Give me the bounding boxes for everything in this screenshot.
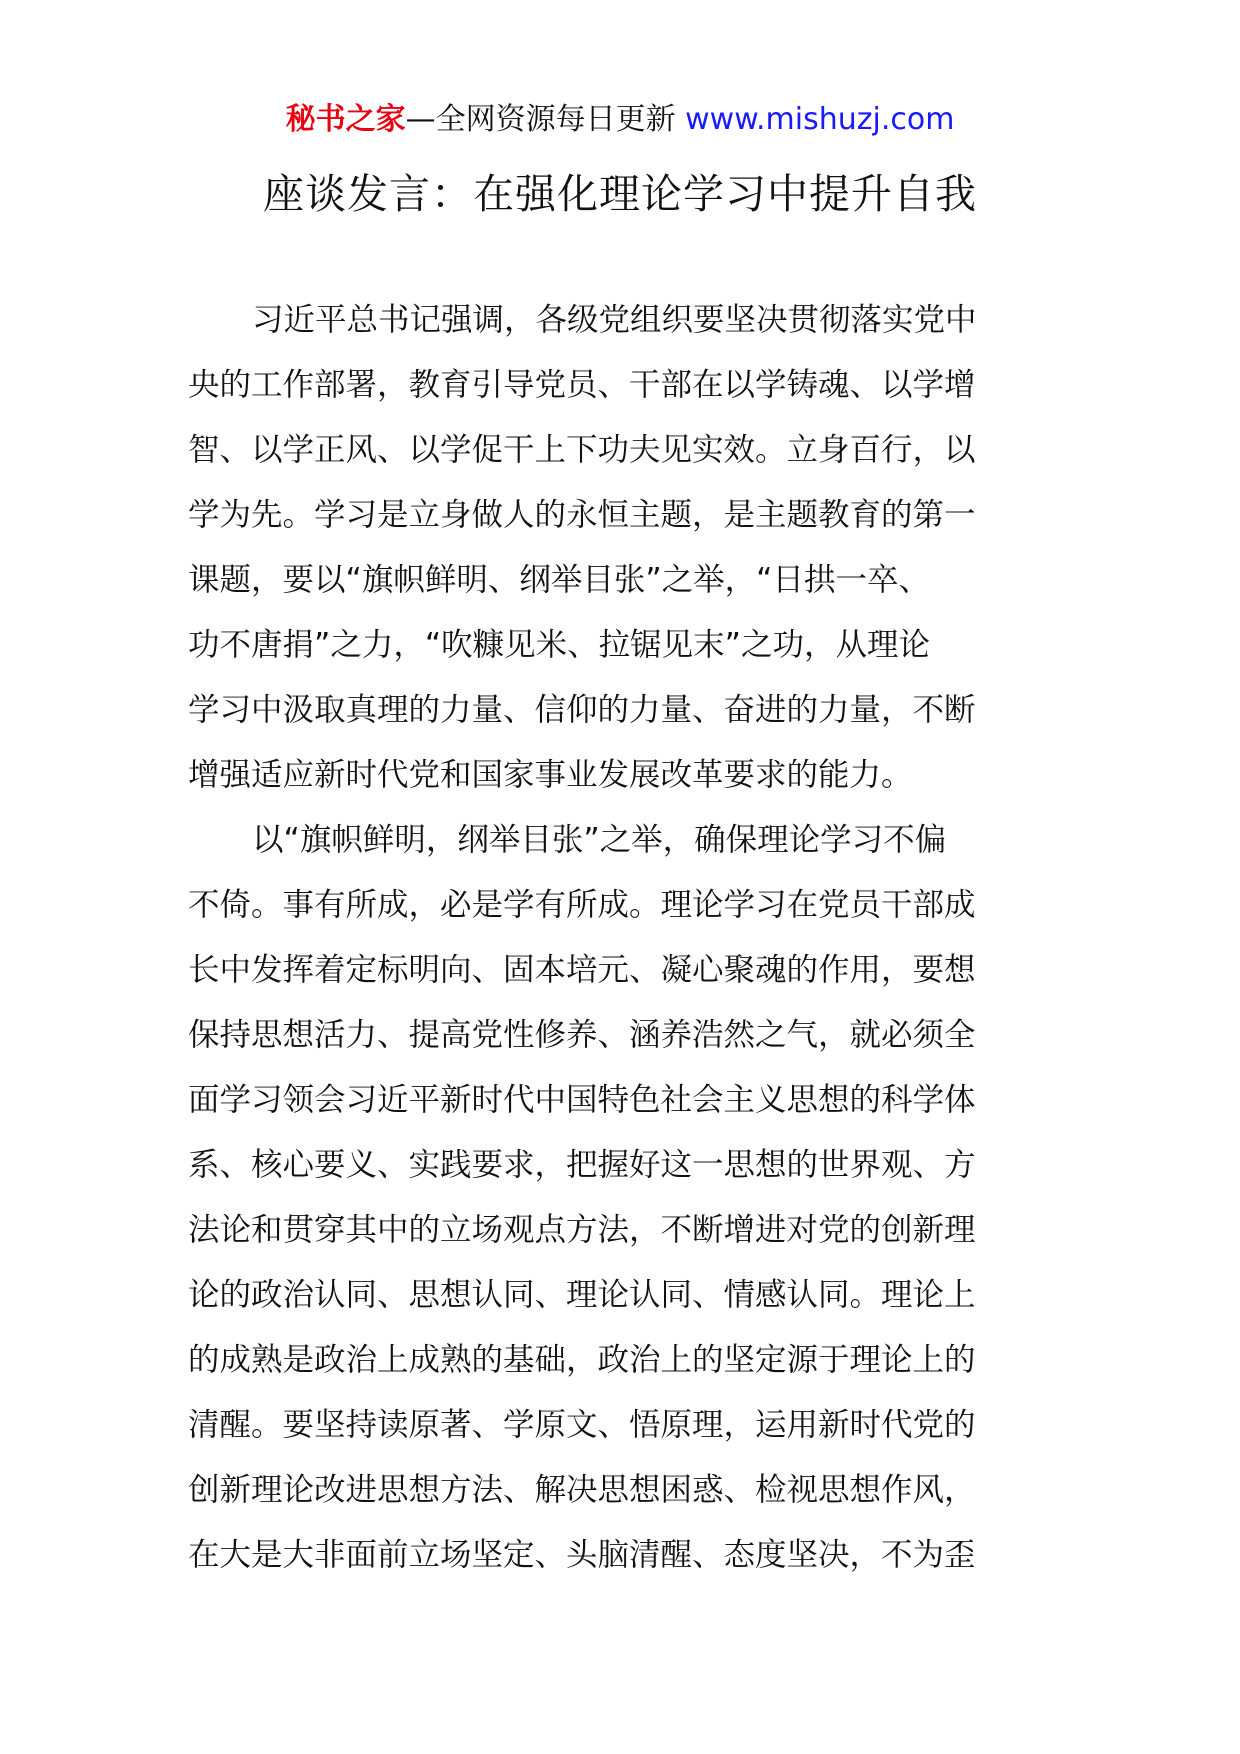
paragraph-2-line: 论的政治认同、思想认同、理论认同、情感认同。理论上: [188, 1277, 976, 1313]
paragraph-2-line: 面学习领会习近平新时代中国特色社会主义思想的科学体: [188, 1082, 976, 1118]
paragraph-2-line: 长中发挥着定标明向、固本培元、凝心聚魂的作用，要想: [188, 952, 976, 988]
paragraph-1-line: 课题，要以“旗帜鲜明、纲举目张”之举，“日拱一卒、: [188, 562, 930, 598]
site-url-link[interactable]: www.mishuzj.com: [685, 102, 955, 137]
paragraph-1-line: 学习中汲取真理的力量、信仰的力量、奋进的力量，不断: [188, 692, 976, 728]
paragraph-1-line: 央的工作部署，教育引导党员、干部在以学铸魂、以学增: [188, 367, 976, 403]
paragraph-2-line: 以“旗帜鲜明，纲举目张”之举，确保理论学习不偏: [252, 822, 947, 858]
paragraph-2-line: 在大是大非面前立场坚定、头脑清醒、态度坚决，不为歪: [188, 1537, 976, 1573]
paragraph-1-line: 学为先。学习是立身做人的永恒主题，是主题教育的第一: [188, 497, 976, 533]
paragraph-1-line: 功不唐捐”之力，“吹糠见米、拉锯见末”之功，从理论: [188, 627, 930, 663]
paragraph-2-line: 保持思想活力、提高党性修养、涵养浩然之气，就必须全: [188, 1017, 976, 1053]
paragraph-2-line: 不倚。事有所成，必是学有所成。理论学习在党员干部成: [188, 887, 976, 923]
paragraph-2-line: 的成熟是政治上成熟的基础，政治上的坚定源于理论上的: [188, 1342, 976, 1378]
paragraph-2-line: 系、核心要义、实践要求，把握好这一思想的世界观、方: [188, 1147, 976, 1183]
paragraph-1-line: 智、以学正风、以学促干上下功夫见实效。立身百行，以: [188, 432, 976, 468]
paragraph-1-line: 习近平总书记强调，各级党组织要坚决贯彻落实党中: [252, 302, 977, 338]
site-brand: 秘书之家: [285, 102, 406, 137]
paragraph-2-line: 创新理论改进思想方法、解决思想困惑、检视思想作风，: [188, 1472, 976, 1508]
paragraph-2-line: 法论和贯穿其中的立场观点方法，不断增进对党的创新理: [188, 1212, 976, 1248]
site-header: [0, 100, 1240, 140]
document-body: [188, 288, 1054, 1588]
paragraph-2-line: 清醒。要坚持读原著、学原文、悟原理，运用新时代党的: [188, 1407, 976, 1443]
document-title: 座谈发言：在强化理论学习中提升自我: [263, 170, 977, 218]
site-slogan: —全网资源每日更新: [405, 102, 686, 137]
paragraph-1-line: 增强适应新时代党和国家事业发展改革要求的能力。: [188, 757, 913, 793]
